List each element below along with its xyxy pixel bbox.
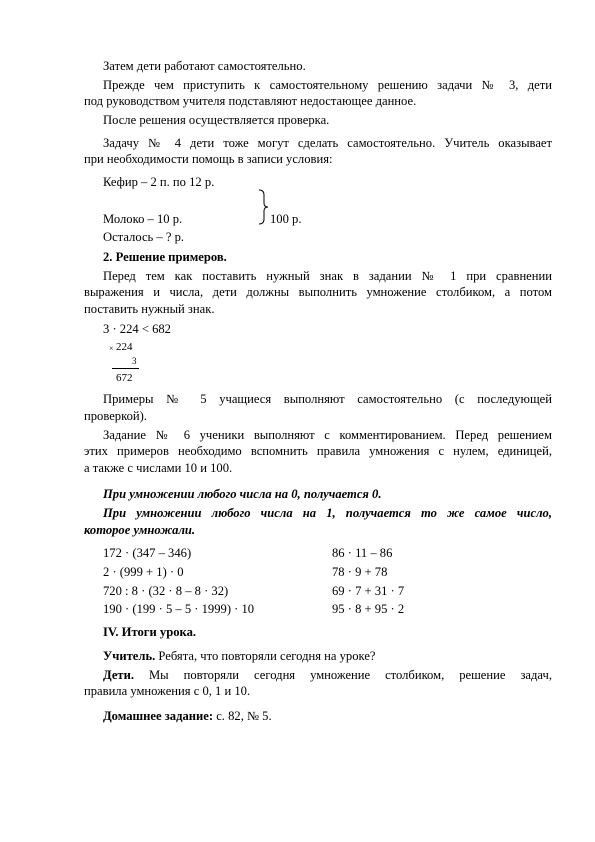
column-multiplier: 3 xyxy=(132,356,137,366)
homework-line xyxy=(103,708,272,724)
paragraph-4-line-1: Задачу № 4 дети тоже могут сделать самостоятельно. Учитель оказывает xyxy=(103,136,552,150)
paragraph-5-line-3: поставить нужный знак. xyxy=(84,302,215,316)
kids-text-1: Мы повторяли сегодня умножение столбиком, решение задач, xyxy=(134,668,552,682)
paragraph-6-line-2: проверкой). xyxy=(84,409,147,423)
homework-label: Домашнее задание: xyxy=(103,709,214,723)
paragraph-6-line-1: Примеры № 5 учащиеся выполняют самостоятельно (с последующей xyxy=(103,392,552,406)
example-right-1: 86 · 11 – 86 xyxy=(332,546,393,560)
example-left-2: 2 · (999 + 1) · 0 xyxy=(103,565,184,579)
teacher-line xyxy=(103,648,376,664)
condition-moloko: Молоко – 10 р. xyxy=(103,212,183,226)
paragraph-5-line-1: Перед тем как поставить нужный знак в задании № 1 при сравнении xyxy=(103,269,552,283)
example-right-3: 69 · 7 + 31 · 7 xyxy=(332,584,405,598)
condition-kefir: Кефир – 2 п. по 12 р. xyxy=(103,175,215,189)
example-left-3: 720 : 8 · (32 · 8 – 8 · 32) xyxy=(103,584,229,598)
example-left-1: 172 · (347 – 346) xyxy=(103,546,192,560)
kids-line-2: правила умножения с 0, 1 и 10. xyxy=(84,684,251,698)
condition-ostalos: Осталось – ? р. xyxy=(103,230,185,244)
paragraph-7-line-1: Задание № 6 ученики выполняют с комментированием. Перед решением xyxy=(103,428,552,442)
paragraph-1: Затем дети работают самостоятельно. xyxy=(103,59,306,73)
condition-total: 100 р. xyxy=(270,212,302,226)
rule-zero: При умножении любого числа на 0, получается 0. xyxy=(103,487,382,501)
section-heading-2: 2. Решение примеров. xyxy=(103,250,227,264)
example-right-4: 95 · 8 + 95 · 2 xyxy=(332,602,405,616)
column-line xyxy=(112,368,139,369)
homework-text: с. 82, № 5. xyxy=(213,709,272,723)
comparison-expression: 3 · 224 < 682 xyxy=(103,322,171,336)
paragraph-2-line-2: под руководством учителя подставляют недостающее данное. xyxy=(84,94,417,108)
paragraph-5-line-2: выражения и числа, дети должны выполнить умножение столбиком, а потом xyxy=(84,285,552,299)
teacher-label: Учитель. xyxy=(103,649,156,663)
column-sign: × xyxy=(109,344,114,353)
column-top-number: 224 xyxy=(116,341,133,353)
section-heading-4: IV. Итоги урока. xyxy=(103,625,197,639)
paragraph-2-line-1: Прежде чем приступить к самостоятельному решению задачи № 3, дети xyxy=(103,78,552,92)
curly-brace xyxy=(256,189,270,225)
example-left-4: 190 · (199 · 5 – 5 · 1999) · 10 xyxy=(103,602,255,616)
rule-one-line-1: При умножении любого числа на 1, получается то же самое число, xyxy=(103,506,552,520)
example-right-2: 78 · 9 + 78 xyxy=(332,565,388,579)
kids-line-1 xyxy=(84,667,552,683)
paragraph-3: После решения осуществляется проверка. xyxy=(103,113,330,127)
rule-one-line-2: которое умножали. xyxy=(84,523,196,537)
teacher-text: Ребята, что повторяли сегодня на уроке? xyxy=(155,649,376,663)
column-result: 672 xyxy=(116,372,133,384)
paragraph-7-line-2: этих примеров необходимо вспомнить правила умножения с нулем, единицей, xyxy=(84,444,552,458)
paragraph-7-line-3: а также с числами 10 и 100. xyxy=(84,461,233,475)
kids-label: Дети. xyxy=(103,668,134,682)
paragraph-4-line-2: при необходимости помощь в записи условия: xyxy=(84,152,333,166)
